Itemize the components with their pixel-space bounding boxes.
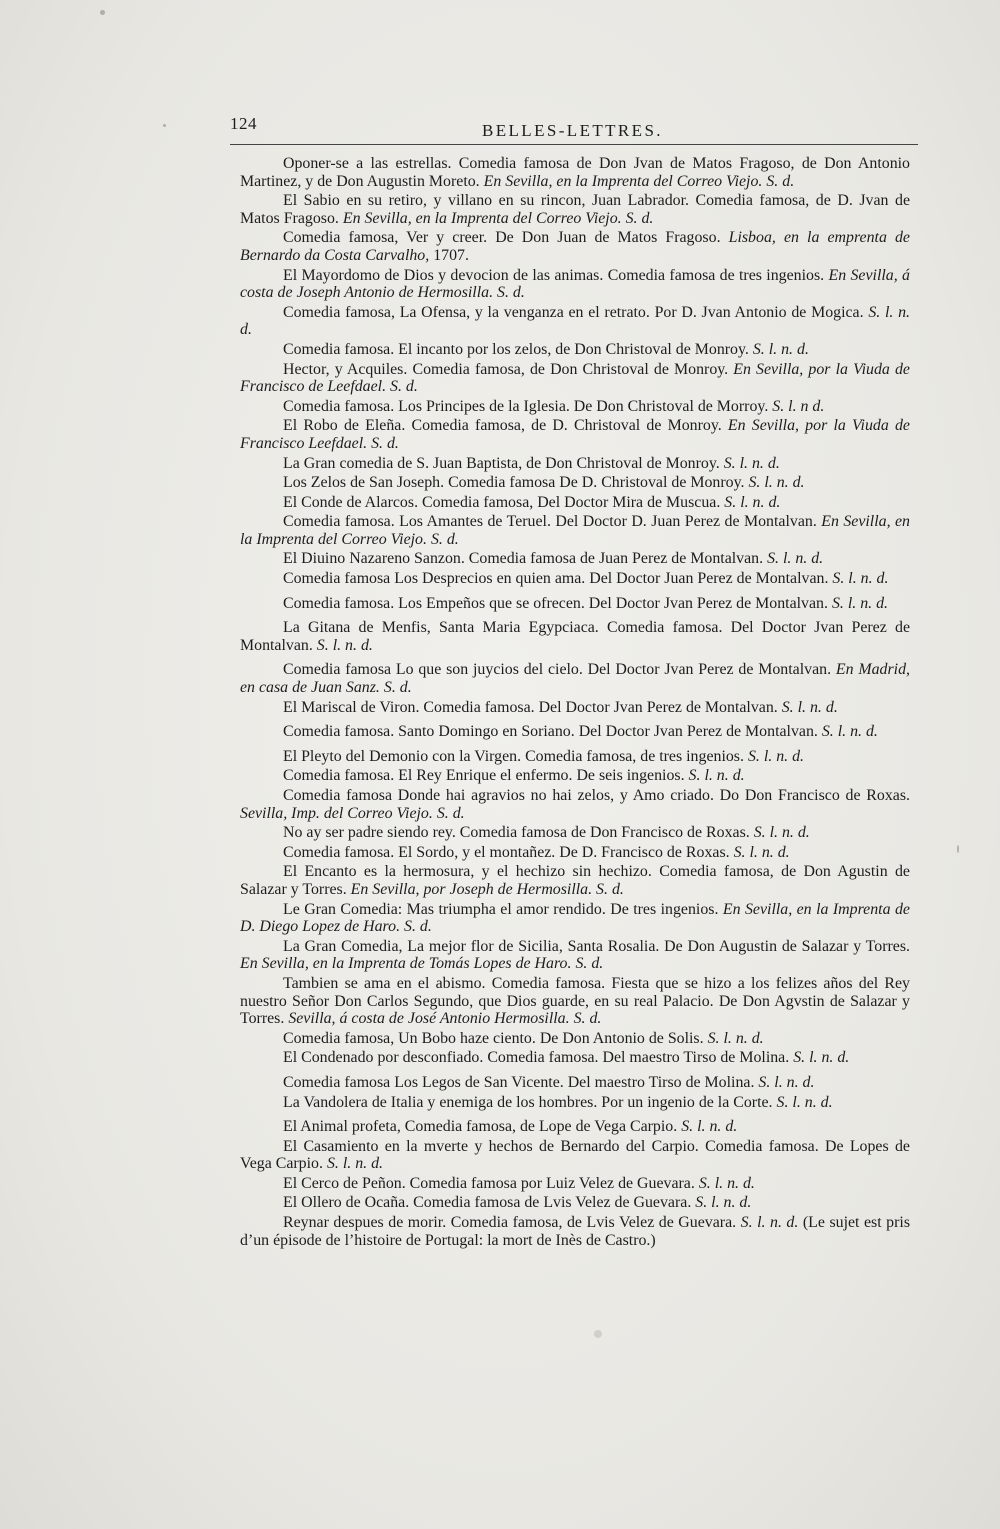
- bibliography-entry: La Gran comedia de S. Juan Baptista, de Don Christoval de Monroy. S. l. n. d.: [283, 454, 780, 472]
- bibliography-entry: La Gran Comedia, La mejor flor de Sicilia, Santa Rosalia. De Don Augustin de Salazar y Torres. En Sevilla, en la Imprenta de Tomás Lopes de Haro. S. d.: [240, 937, 910, 973]
- bibliography-entry: El Mayordomo de Dios y devocion de las animas. Comedia famosa de tres ingenios. En Sevilla, á costa de Joseph Antonio de Hermosilla. S. d.: [240, 266, 910, 302]
- bibliography-entry: Comedia famosa. Santo Domingo en Soriano. Del Doctor Jvan Perez de Montalvan. S. l. n. d.: [283, 723, 878, 741]
- bibliography-entry: Comedia famosa Donde hai agravios no hai zelos, y Amo criado. Do Don Francisco de Roxas. Sevilla, Imp. del Correo Viejo. S. d.: [240, 787, 910, 822]
- running-title: BELLES-LETTRES.: [482, 121, 663, 140]
- bibliography-entry: El Ollero de Ocaña. Comedia famosa de Lvis Velez de Guevara. S. l. n. d.: [283, 1194, 752, 1212]
- bibliography-entry: Comedia famosa, La Ofensa, y la venganza en el retrato. Por D. Jvan Antonio de Mogica. S. l. n. d.: [240, 303, 910, 339]
- bibliography-entry: El Animal profeta, Comedia famosa, de Lope de Vega Carpio. S. l. n. d.: [283, 1118, 738, 1136]
- bibliography-entry: Reynar despues de morir. Comedia famosa, de Lvis Velez de Guevara. S. l. n. d. (Le sujet est pris d’un épisode de l’histoire de Portugal: la mort de Inès de Castro.): [240, 1214, 911, 1249]
- bibliography-entry: El Condenado por desconfiado. Comedia famosa. Del maestro Tirso de Molina. S. l. n. d.: [283, 1049, 850, 1067]
- bibliography-entry: El Cerco de Peñon. Comedia famosa por Luiz Velez de Guevara. S. l. n. d.: [283, 1174, 755, 1192]
- ink-speck: [100, 10, 105, 15]
- bibliography-entry: Comedia famosa Los Legos de San Vicente. Del maestro Tirso de Molina. S. l. n. d.: [283, 1073, 815, 1091]
- bibliography-entry: El Casamiento en la mverte y hechos de Bernardo del Carpio. Comedia famosa. De Lopes de Vega Carpio. S. l. n. d.: [240, 1137, 910, 1173]
- bibliography-entry: El Robo de Eleña. Comedia famosa, de D. Christoval de Monroy. En Sevilla, por la Viuda de Francisco Leefdael. S. d.: [240, 417, 910, 452]
- ink-speck: [957, 845, 959, 853]
- ink-speck: [594, 1330, 602, 1338]
- bibliography-entry: El Conde de Alarcos. Comedia famosa, Del Doctor Mira de Muscua. S. l. n. d.: [283, 493, 781, 511]
- bibliography-entry: Comedia famosa Lo que son juycios del cielo. Del Doctor Jvan Perez de Montalvan. En Madrid, en casa de Juan Sanz. S. d.: [240, 661, 910, 697]
- bibliography-entry: Comedia famosa. El Sordo, y el montañez. De D. Francisco de Roxas. S. l. n. d.: [283, 843, 790, 861]
- bibliography-entry: Comedia famosa, Un Bobo haze ciento. De Don Antonio de Solis. S. l. n. d.: [283, 1029, 764, 1047]
- bibliography-entry: Comedia famosa. El Rey Enrique el enfermo. De seis ingenios. S. l. n. d.: [283, 767, 745, 785]
- bibliography-entry: Comedia famosa. Los Principes de la Iglesia. De Don Christoval de Morroy. S. l. n d.: [283, 397, 825, 415]
- bibliography-entry: El Diuino Nazareno Sanzon. Comedia famosa de Juan Perez de Montalvan. S. l. n. d.: [283, 550, 824, 568]
- bibliography-entry: Comedia famosa, Ver y creer. De Don Juan de Matos Fragoso. Lisboa, en la emprenta de Bernardo da Costa Carvalho, 1707.: [240, 229, 910, 264]
- bibliography-entry: Oponer-se a las estrellas. Comedia famosa de Don Jvan de Matos Fragoso, de Don Antonio Martinez, y de Don Augustin Moreto. En Sevilla, en la Imprenta del Correo Viejo. S. d.: [240, 155, 910, 190]
- bibliography-entry: La Vandolera de Italia y enemiga de los hombres. Por un ingenio de la Corte. S. l. n. d.: [283, 1093, 833, 1111]
- bibliography-entry: La Gitana de Menfis, Santa Maria Egypciaca. Comedia famosa. Del Doctor Jvan Perez de Montalvan. S. l. n. d.: [240, 619, 910, 654]
- bibliography-entry: Tambien se ama en el abismo. Comedia famosa. Fiesta que se hizo a los felizes años del Rey nuestro Señor Don Carlos Segundo, que Dios guarde, en su real Palacio. De Don Agvstin de Salazar y Torres. Sevilla, á costa de José Antonio Hermosilla. S. d.: [240, 974, 910, 1028]
- page-header: [230, 110, 918, 150]
- bibliography-entry: El Sabio en su retiro, y villano en su rincon, Juan Labrador. Comedia famosa, de D. Jvan de Matos Fragoso. En Sevilla, en la Imprenta del Correo Viejo. S. d.: [240, 192, 910, 227]
- bibliography-list: [240, 155, 910, 1251]
- bibliography-entry: No ay ser padre siendo rey. Comedia famosa de Don Francisco de Roxas. S. l. n. d.: [283, 824, 810, 842]
- bibliography-entry: Comedia famosa. Los Empeños que se ofrecen. Del Doctor Jvan Perez de Montalvan. S. l. n. d.: [283, 594, 889, 612]
- page-number: 124: [230, 114, 257, 133]
- ink-speck: [163, 124, 166, 127]
- bibliography-entry: Comedia famosa. Los Amantes de Teruel. Del Doctor D. Juan Perez de Montalvan. En Sevilla, en la Imprenta del Correo Viejo. S. d.: [240, 513, 910, 548]
- bibliography-entry: Le Gran Comedia: Mas triumpha el amor rendido. De tres ingenios. En Sevilla, en la Imprenta de D. Diego Lopez de Haro. S. d.: [240, 900, 910, 936]
- header-rule: [230, 144, 918, 145]
- bibliography-entry: Comedia famosa Los Desprecios en quien ama. Del Doctor Juan Perez de Montalvan. S. l. n. d.: [283, 570, 889, 588]
- bibliography-entry: El Encanto es la hermosura, y el hechizo sin hechizo. Comedia famosa, de Don Agustin de Salazar y Torres. En Sevilla, por Joseph de Hermosilla. S. d.: [240, 863, 910, 898]
- bibliography-entry: Comedia famosa. El incanto por los zelos, de Don Christoval de Monroy. S. l. n. d.: [283, 340, 809, 358]
- bibliography-entry: Hector, y Acquiles. Comedia famosa, de Don Christoval de Monroy. En Sevilla, por la Viuda de Francisco de Leefdael. S. d.: [240, 360, 910, 396]
- bibliography-entry: El Mariscal de Viron. Comedia famosa. Del Doctor Jvan Perez de Montalvan. S. l. n. d.: [283, 698, 838, 716]
- bibliography-entry: Los Zelos de San Joseph. Comedia famosa De D. Christoval de Monroy. S. l. n. d.: [283, 474, 805, 492]
- bibliography-entry: El Pleyto del Demonio con la Virgen. Comedia famosa, de tres ingenios. S. l. n. d.: [283, 747, 804, 765]
